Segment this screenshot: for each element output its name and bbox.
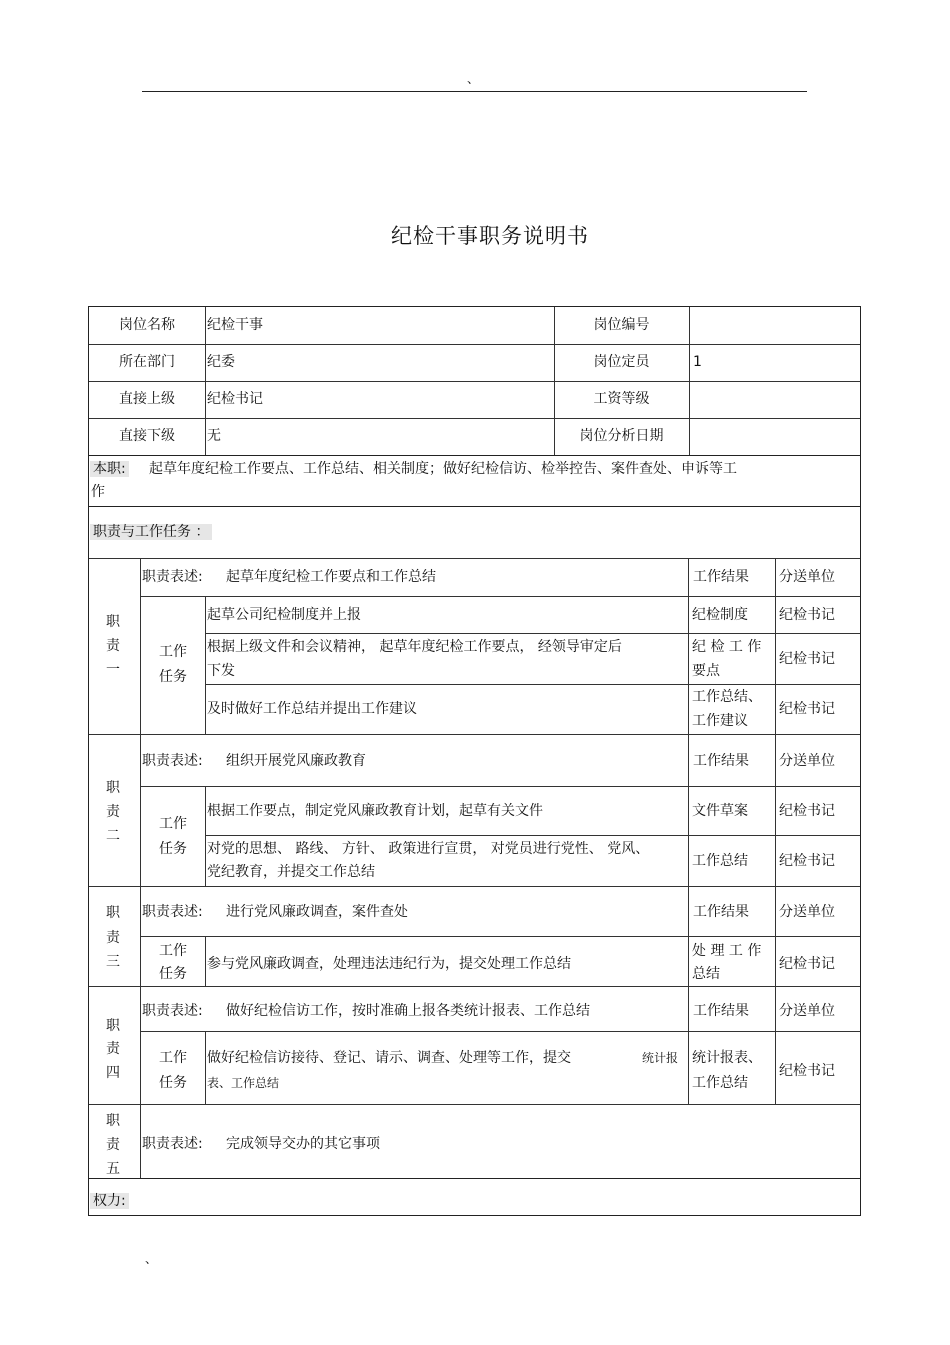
col-divider (205, 307, 206, 455)
duty-1-task-2-result: 纪 检 工 作 (692, 639, 762, 655)
summary-text-line2: 作 (91, 484, 105, 500)
headcount-value: 1 (693, 354, 702, 370)
col-divider (689, 307, 690, 455)
superior-label: 直接上级 (119, 391, 175, 407)
subordinate-value: 无 (207, 428, 221, 444)
duty-2-title-char: 二 (106, 828, 120, 844)
row-divider (89, 734, 860, 735)
duty-4-statement-label: 职责表述: (142, 1003, 203, 1019)
duty-1-task-2-text: 根据上级文件和会议精神， 起草年度纪检工作要点， 经领导审定后 (207, 639, 622, 655)
duty-1-send-header: 分送单位 (779, 569, 835, 585)
duty-3-task-1-text: 参与党风廉政调查，处理违法违纪行为，提交处理工作总结 (207, 956, 571, 972)
duty-1-task-label: 工作 (159, 644, 187, 660)
row-divider (206, 633, 860, 634)
duty-2-task-1-text: 根据工作要点，制定党风廉政教育计划，起草有关文件 (207, 803, 543, 819)
duty-2-task-2-send: 纪检书记 (779, 853, 835, 869)
duty-4-send-header: 分送单位 (779, 1003, 835, 1019)
duty-3-task-1-send: 纪检书记 (779, 956, 835, 972)
col-divider (688, 558, 689, 1104)
duty-1-task-3-result: 工作总结、 (692, 689, 762, 705)
duty-5-title-char: 职 (106, 1113, 120, 1129)
duty-1-task-2-text: 下发 (207, 663, 235, 679)
duty-5-statement-label: 职责表述: (142, 1136, 203, 1152)
duty-1-result-header: 工作结果 (693, 569, 749, 585)
duty-1-title-char: 职 (106, 614, 120, 630)
duty-1-task-3-send: 纪检书记 (779, 701, 835, 717)
duties-header: 职责与工作任务 ： (90, 520, 212, 544)
department-label: 所在部门 (119, 354, 175, 370)
row-divider (89, 1178, 860, 1179)
footer-mark: 、 (145, 1252, 158, 1266)
row-divider (89, 455, 860, 456)
position-code-label: 岗位编号 (593, 317, 650, 333)
duty-2-title-char: 职 (106, 780, 120, 796)
col-divider (775, 558, 776, 1104)
duty-1-title-char: 一 (106, 662, 120, 678)
duty-2-title-char: 责 (106, 804, 120, 820)
duty-2-result-header: 工作结果 (693, 753, 749, 769)
duty-1-statement: 起草年度纪检工作要点和工作总结 (226, 569, 436, 585)
duty-4-task-label: 任务 (159, 1075, 187, 1091)
duty-2-task-label: 任务 (159, 841, 187, 857)
duty-3-title-char: 职 (106, 905, 120, 921)
duty-3-title-char: 责 (106, 930, 120, 946)
duty-4-task-1-result: 工作总结 (692, 1075, 748, 1091)
job-description-table (88, 306, 861, 1216)
headcount-label: 岗位定员 (593, 354, 650, 370)
row-divider (89, 506, 860, 507)
row-divider (141, 786, 860, 787)
duty-3-task-1-result: 处 理 工 作 (692, 943, 762, 959)
col-divider (205, 1031, 206, 1104)
duty-4-task-1-text: 做好纪检信访接待、登记、请示、调查、处理等工作，提交 (207, 1050, 571, 1066)
duty-5-title-char: 责 (106, 1137, 120, 1153)
duty-3-task-label: 工作 (159, 943, 187, 959)
col-divider (205, 936, 206, 986)
duty-4-result-header: 工作结果 (693, 1003, 749, 1019)
duty-3-task-1-result: 总结 (692, 966, 720, 982)
duty-3-result-header: 工作结果 (693, 904, 749, 920)
duty-1-task-3-text: 及时做好工作总结并提出工作建议 (207, 701, 417, 717)
row-divider (141, 1031, 860, 1032)
subordinate-label: 直接下级 (119, 428, 175, 444)
position-name-label: 岗位名称 (119, 317, 175, 333)
col-divider (205, 786, 206, 886)
duty-2-statement-label: 职责表述: (142, 753, 203, 769)
analysis-date-label: 岗位分析日期 (579, 428, 664, 444)
superior-value: 纪检书记 (207, 391, 263, 407)
duty-1-task-2-result: 要点 (692, 663, 720, 679)
duty-1-task-2-send: 纪检书记 (779, 651, 835, 667)
duty-1-task-3-result: 工作建议 (692, 713, 748, 729)
salary-grade-label: 工资等级 (593, 391, 650, 407)
duty-1-task-1-send: 纪检书记 (779, 607, 835, 623)
duty-4-title-char: 四 (106, 1065, 120, 1081)
duty-5-statement: 完成领导交办的其它事项 (226, 1136, 380, 1152)
duty-3-title-char: 三 (106, 954, 120, 970)
duty-2-task-2-text: 对党的思想、 路线、 方针、 政策进行宣贯， 对党员进行党性、 党风、 (207, 841, 650, 857)
row-divider (89, 886, 860, 887)
duty-4-title-char: 责 (106, 1041, 120, 1057)
duty-1-task-1-result: 纪检制度 (692, 607, 748, 623)
duty-4-task-label: 工作 (159, 1050, 187, 1066)
duty-4-statement: 做好纪检信访工作，按时准确上报各类统计报表、工作总结 (226, 1003, 590, 1019)
duty-1-title-char: 责 (106, 638, 120, 654)
row-divider (141, 936, 860, 937)
duty-3-statement: 进行党风廉政调查，案件查处 (226, 904, 408, 920)
row-divider (89, 558, 860, 559)
duty-2-task-1-send: 纪检书记 (779, 803, 835, 819)
duty-3-send-header: 分送单位 (779, 904, 835, 920)
position-name-value: 纪检干事 (207, 317, 263, 333)
col-divider (205, 596, 206, 734)
duty-2-statement: 组织开展党风廉政教育 (226, 753, 366, 769)
duty-4-task-1-text: 表、工作总结 (207, 1076, 280, 1090)
document-title: 纪检干事职务说明书 (391, 224, 589, 248)
row-divider (89, 1104, 860, 1105)
duty-1-statement-label: 职责表述: (142, 569, 203, 585)
duty-2-task-1-result: 文件草案 (692, 803, 748, 819)
duty-1-task-label: 任务 (159, 669, 187, 685)
duty-4-task-1-send: 纪检书记 (779, 1063, 835, 1079)
duty-4-task-1-text: 统计报 (642, 1051, 679, 1065)
duty-2-task-2-result: 工作总结 (692, 853, 748, 869)
header-rule (142, 91, 807, 92)
header-mark: 、 (467, 72, 480, 86)
duty-5-title-char: 五 (106, 1161, 120, 1177)
duty-1-task-1-text: 起草公司纪检制度并上报 (207, 607, 361, 623)
duty-2-task-label: 工作 (159, 816, 187, 832)
row-divider (141, 596, 860, 597)
duty-4-title-char: 职 (106, 1018, 120, 1034)
row-divider (206, 835, 860, 836)
row-divider (89, 986, 860, 987)
authority-label: 权力: (90, 1189, 129, 1213)
duty-4-task-1-result: 统计报表、 (692, 1050, 762, 1066)
duty-3-task-label: 任务 (159, 966, 187, 982)
summary-text-line1: 起草年度纪检工作要点、工作总结、相关制度；做好纪检信访、检举控告、案件查处、申诉等工 (149, 461, 737, 477)
duty-2-send-header: 分送单位 (779, 753, 835, 769)
duty-3-statement-label: 职责表述: (142, 904, 203, 920)
department-value: 纪委 (207, 354, 235, 370)
duty-2-task-2-text: 党纪教育，并提交工作总结 (207, 864, 375, 880)
summary-label: 本职: (90, 457, 129, 481)
